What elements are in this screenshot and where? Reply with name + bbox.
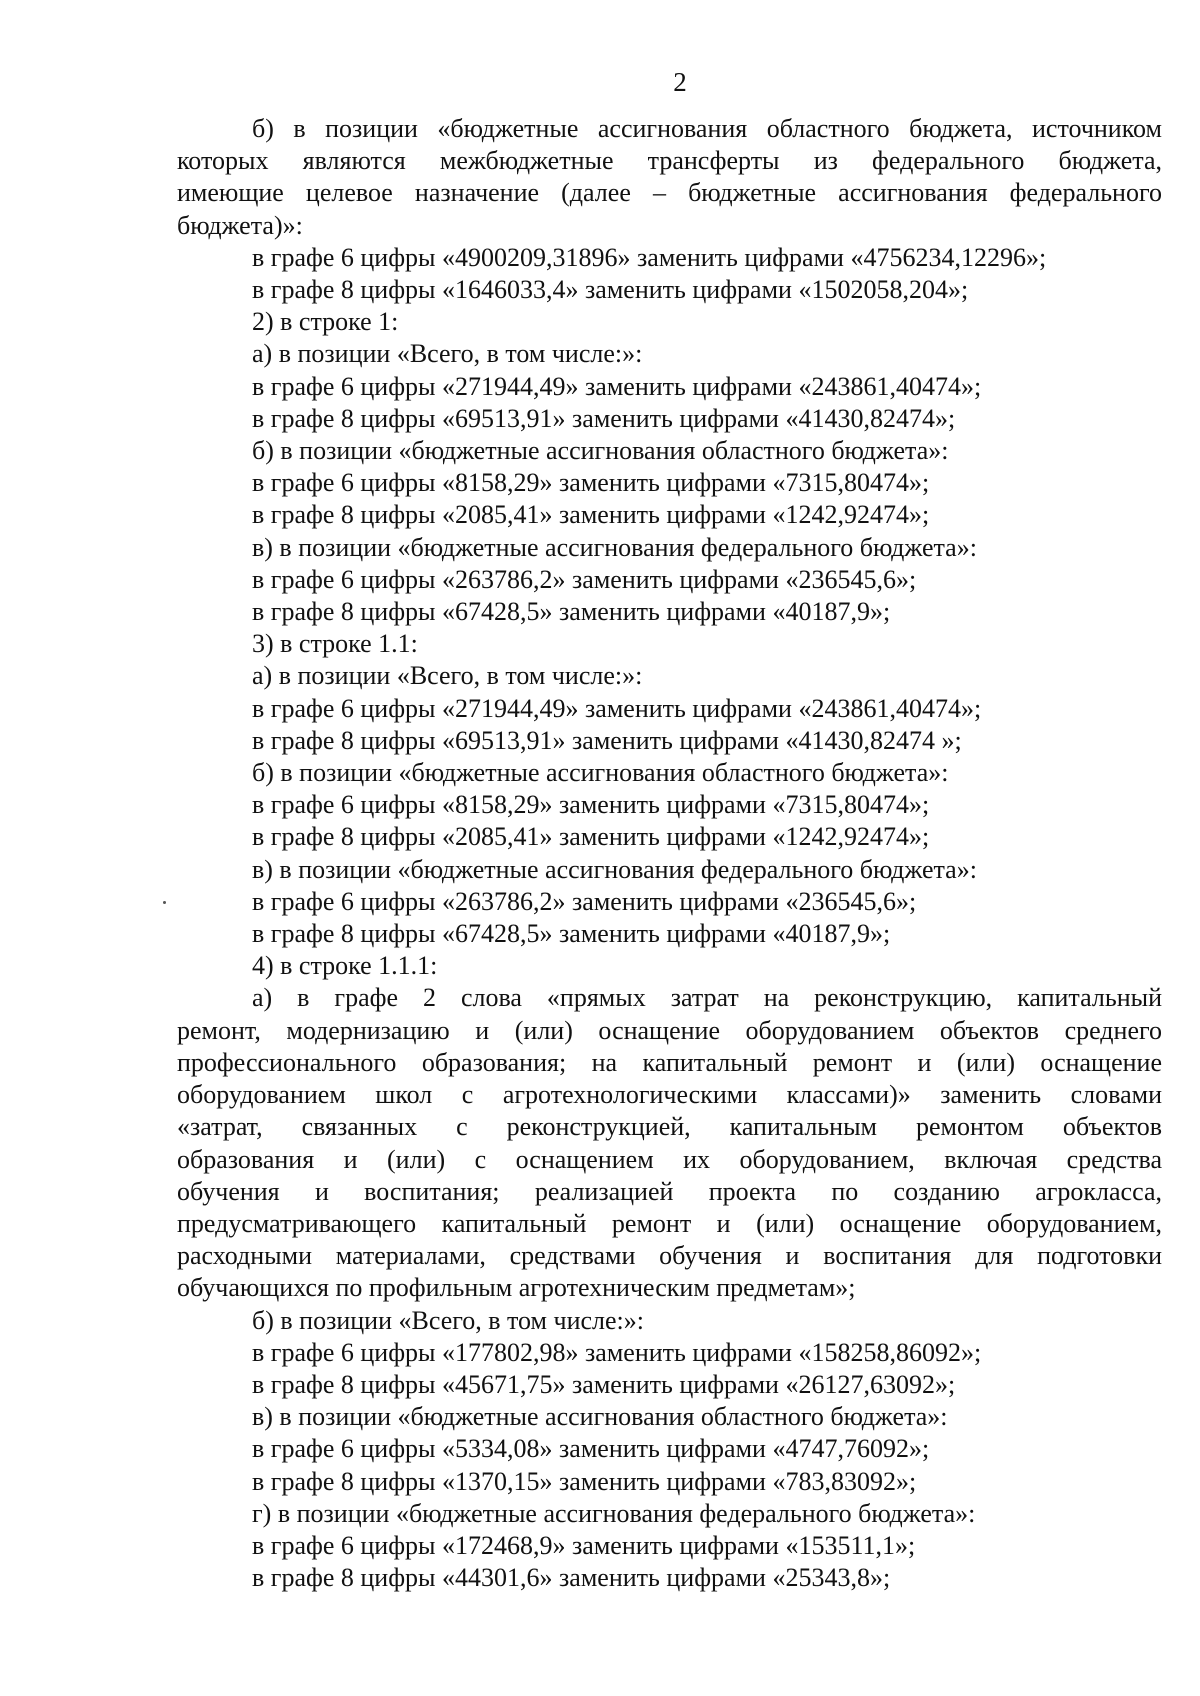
text-line: ремонт, модернизацию и (или) оснащение оборудованием объектов среднего xyxy=(177,1015,1162,1045)
text-line: в графе 6 цифры «263786,2» заменить цифрами «236545,6»; xyxy=(252,564,917,594)
text-line: 4) в строке 1.1.1: xyxy=(252,951,438,981)
text-line: в графе 6 цифры «263786,2» заменить цифрами «236545,6»; xyxy=(252,886,917,916)
text-line: в графе 8 цифры «1646033,4» заменить цифрами «1502058,204»; xyxy=(252,275,969,305)
text-line: в графе 8 цифры «67428,5» заменить цифрами «40187,9»; xyxy=(252,597,891,627)
text-line: в графе 8 цифры «69513,91» заменить цифрами «41430,82474»; xyxy=(252,403,956,433)
text-line: б) в позиции «бюджетные ассигнования областного бюджета»: xyxy=(252,758,949,788)
text-line: в графе 6 цифры «177802,98» заменить цифрами «158258,86092»; xyxy=(252,1337,982,1367)
text-line: в) в позиции «бюджетные ассигнования областного бюджета»: xyxy=(252,1402,948,1432)
scan-speck xyxy=(163,901,166,904)
text-line: обучающихся по профильным агротехническим предметам»; xyxy=(177,1273,856,1303)
text-line: 2) в строке 1: xyxy=(252,307,399,337)
text-line: в графе 8 цифры «67428,5» заменить цифрами «40187,9»; xyxy=(252,919,891,949)
text-line: в) в позиции «бюджетные ассигнования федерального бюджета»: xyxy=(252,532,977,562)
text-line: обучения и воспитания; реализацией проекта по созданию агрокласса, xyxy=(177,1176,1162,1206)
text-line: оборудованием школ с агротехнологическими классами)» заменить словами xyxy=(177,1080,1162,1110)
text-line: г) в позиции «бюджетные ассигнования федерального бюджета»: xyxy=(252,1498,976,1528)
text-line: в графе 8 цифры «2085,41» заменить цифрами «1242,92474»; xyxy=(252,500,930,530)
text-line: б) в позиции «бюджетные ассигнования областного бюджета»: xyxy=(252,436,949,466)
text-line: расходными материалами, средствами обучения и воспитания для подготовки xyxy=(177,1241,1162,1271)
text-line: в графе 8 цифры «1370,15» заменить цифрами «783,83092»; xyxy=(252,1466,917,1496)
text-line: образования и (или) с оснащением их оборудованием, включая средства xyxy=(177,1144,1162,1174)
text-line: 3) в строке 1.1: xyxy=(252,629,418,659)
text-line: б) в позиции «Всего, в том числе:»: xyxy=(252,1305,645,1335)
text-line: «затрат, связанных с реконструкцией, капитальным ремонтом объектов xyxy=(177,1112,1162,1142)
text-line: б) в позиции «бюджетные ассигнования областного бюджета, источником xyxy=(252,114,1162,143)
text-line: а) в позиции «Всего, в том числе:»: xyxy=(252,661,643,691)
text-line: в графе 8 цифры «45671,75» заменить цифрами «26127,63092»; xyxy=(252,1369,956,1399)
text-line: в графе 8 цифры «2085,41» заменить цифрами «1242,92474»; xyxy=(252,822,930,852)
text-line: которых являются межбюджетные трансферты из федерального бюджета, xyxy=(177,146,1162,176)
text-line: предусматривающего капитальный ремонт и (или) оснащение оборудованием, xyxy=(177,1208,1162,1238)
text-line: в графе 6 цифры «271944,49» заменить цифрами «243861,40474»; xyxy=(252,371,982,401)
text-line: а) в графе 2 слова «прямых затрат на реконструкцию, капитальный xyxy=(252,983,1162,1013)
text-line: в графе 6 цифры «271944,49» заменить цифрами «243861,40474»; xyxy=(252,693,982,723)
text-line: а) в позиции «Всего, в том числе:»: xyxy=(252,339,643,369)
text-line: в графе 6 цифры «172468,9» заменить цифрами «153511,1»; xyxy=(252,1530,916,1560)
text-line: бюджета)»: xyxy=(177,210,303,240)
text-line: имеющие целевое назначение (далее – бюджетные ассигнования федерального xyxy=(177,178,1162,208)
text-line: в) в позиции «бюджетные ассигнования федерального бюджета»: xyxy=(252,854,977,884)
text-line: в графе 6 цифры «8158,29» заменить цифрами «7315,80474»; xyxy=(252,468,930,498)
text-line: профессионального образования; на капитальный ремонт и (или) оснащение xyxy=(177,1047,1162,1077)
text-line: в графе 8 цифры «44301,6» заменить цифрами «25343,8»; xyxy=(252,1563,891,1593)
text-line: в графе 6 цифры «4900209,31896» заменить цифрами «4756234,12296»; xyxy=(252,242,1047,272)
text-line: в графе 8 цифры «69513,91» заменить цифрами «41430,82474 »; xyxy=(252,725,962,755)
page-number: 2 xyxy=(673,67,687,97)
document-body xyxy=(177,113,1162,1594)
text-line: в графе 6 цифры «5334,08» заменить цифрами «4747,76092»; xyxy=(252,1434,930,1464)
text-line: в графе 6 цифры «8158,29» заменить цифрами «7315,80474»; xyxy=(252,790,930,820)
